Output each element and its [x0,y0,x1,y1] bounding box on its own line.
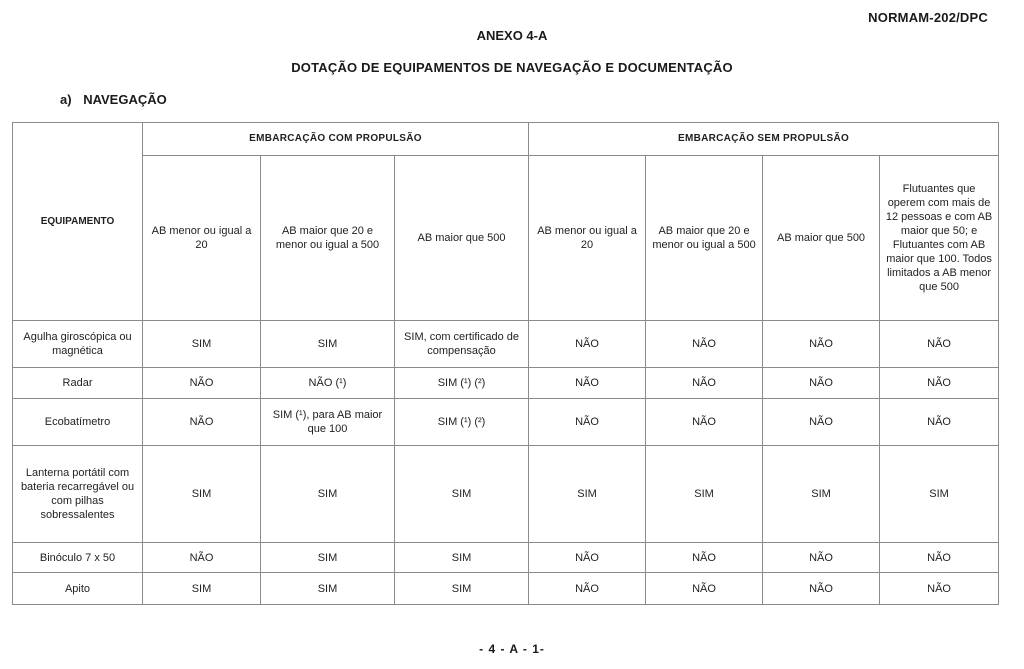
annex-title: ANEXO 4-A [476,28,548,43]
table-row [13,573,999,605]
table-cell: SIM [261,446,395,543]
equipment-name: Apito [13,573,143,605]
table-cell: NÃO [763,321,880,368]
table-cell: SIM [261,573,395,605]
table-cell: NÃO [763,543,880,573]
table-cell: NÃO [529,368,646,399]
table-cell: SIM [261,543,395,573]
page-number: - 4 - A - 1- [479,642,545,656]
table-cell: SIM (¹), para AB maior que 100 [261,399,395,446]
equipment-table [12,122,999,605]
equipment-column-header: EQUIPAMENTO [13,123,143,321]
equipment-name: Binóculo 7 x 50 [13,543,143,573]
table-cell: NÃO [880,321,999,368]
table-cell: SIM [395,573,529,605]
table-cell: NÃO [763,368,880,399]
table-row [13,446,999,543]
group-header-with-propulsion: EMBARCAÇÃO COM PROPULSÃO [143,123,529,156]
section-title: NAVEGAÇÃO [83,92,167,107]
table-cell: NÃO [529,399,646,446]
table-cell: SIM, com certificado de compensação [395,321,529,368]
equipment-name: Lanterna portátil com bateria recarregável ou com pilhas sobressalentes [13,446,143,543]
document-title: DOTAÇÃO DE EQUIPAMENTOS DE NAVEGAÇÃO E DOCUMENTAÇÃO [291,60,733,75]
table-cell: SIM [143,321,261,368]
table-row [13,543,999,573]
table-cell: SIM [395,446,529,543]
table-cell: NÃO [529,543,646,573]
table-cell: NÃO [143,368,261,399]
column-header: AB maior que 500 [763,156,880,321]
table-cell: NÃO [646,573,763,605]
column-header: Flutuantes que operem com mais de 12 pessoas e com AB maior que 50; e Flutuantes com AB maior que 100. Todos limitados a AB menor que 500 [880,156,999,321]
table-cell: NÃO [143,399,261,446]
table-cell: SIM [395,543,529,573]
section-letter: a) [60,92,72,107]
table-cell: SIM [143,446,261,543]
table-cell: NÃO [880,573,999,605]
table-cell: NÃO [880,543,999,573]
table-cell: NÃO [529,321,646,368]
table-cell: NÃO [763,399,880,446]
equipment-name: Ecobatímetro [13,399,143,446]
table-row [13,399,999,446]
table-cell: NÃO [529,573,646,605]
table-cell: NÃO [880,368,999,399]
table-cell: SIM [143,573,261,605]
document-code: NORMAM-202/DPC [868,10,988,25]
table-row [13,321,999,368]
column-header: AB maior que 20 e menor ou igual a 500 [646,156,763,321]
group-header-without-propulsion: EMBARCAÇÃO SEM PROPULSÃO [529,123,999,156]
table-cell: SIM [646,446,763,543]
table-cell: SIM [763,446,880,543]
table-cell: SIM (¹) (²) [395,399,529,446]
column-header: AB menor ou igual a 20 [529,156,646,321]
table-cell: NÃO [646,368,763,399]
table-row [13,368,999,399]
equipment-name: Radar [13,368,143,399]
column-header: AB maior que 20 e menor ou igual a 500 [261,156,395,321]
table-cell: NÃO [646,399,763,446]
table-cell: NÃO (¹) [261,368,395,399]
equipment-name: Agulha giroscópica ou magnética [13,321,143,368]
table-cell: NÃO [143,543,261,573]
section-heading [60,92,167,107]
table-cell: SIM [261,321,395,368]
table-cell: NÃO [880,399,999,446]
table-cell: NÃO [646,543,763,573]
table-cell: SIM [880,446,999,543]
column-header: AB maior que 500 [395,156,529,321]
table-cell: NÃO [646,321,763,368]
table-cell: SIM [529,446,646,543]
column-header: AB menor ou igual a 20 [143,156,261,321]
table-cell: SIM (¹) (²) [395,368,529,399]
table-cell: NÃO [763,573,880,605]
